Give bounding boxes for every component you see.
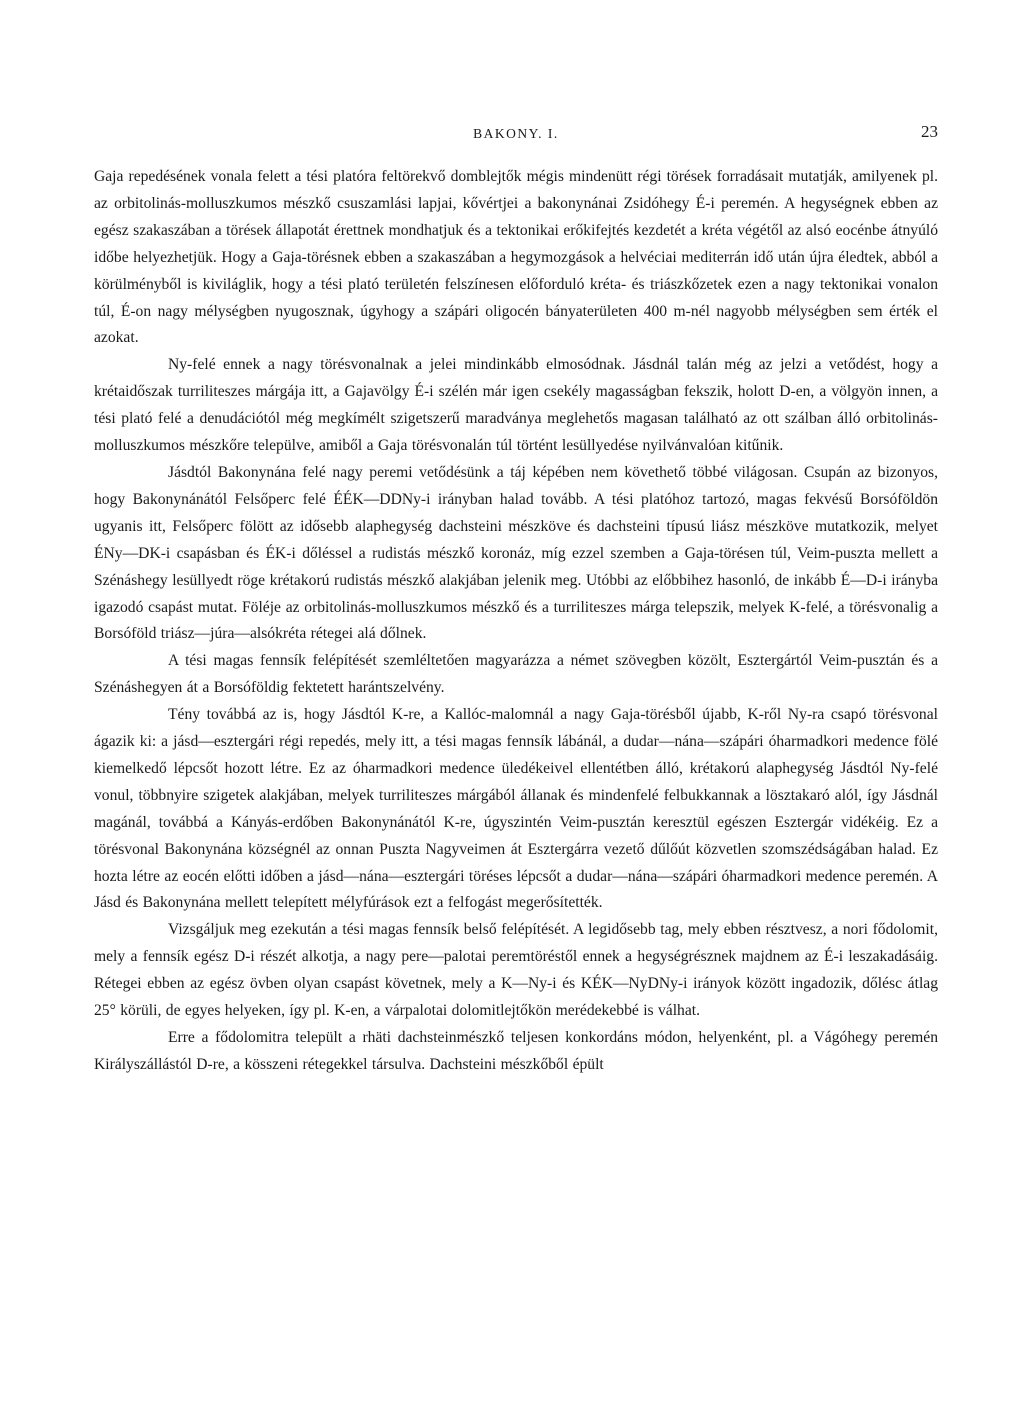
paragraph-5: Tény továbbá az is, hogy Jásdtól K-re, a Kallóc-malomnál a nagy Gaja-törésből újabb, K-ről Ny-ra csapó törésvonal ágazik ki: a jásd—esztergári régi repedés, mely itt, a tési magas fennsík lábánál, a dudar—nána—szápári óharmadkori medence fölé kiemelkedő lépcsőt hozott létre. Ez az óharmadkori medence üledékeivel ellentétben álló, krétakorú alaphegység Jásdtól Ny-felé vonul, többnyire szigetek alakjában, melyek turriliteszes márgából állanak és mindenfelé felbukkannak a lösztakaró alól, így Jásdnál magánál, továbbá a Kányás-erdőben Bakonynánától K-re, úgyszintén Veim-pusztán keresztül egészen Esztergár vidékéig. Ez a törésvonal Bakonynána községnél az onnan Puszta Nagyveimen át Esztergárra vezető dűlőút közvetlen szomszédságában halad. Ez hozta létre az eocén előtti időben a jásd—nána—esztergári töréses lépcsőt a dudar—nána—szápári óharmadkori medence peremén. A Jásd és Bakonynána mellett telepített mélyfúrások ezt a felfogást megerősítették.	[94, 706, 938, 912]
paragraph-4: A tési magas fennsík felépítését szemléltetően magyarázza a német szövegben közölt, Esztergártól Veim-pusztán és a Szénáshegyen át a Borsóföldig fektetett harántszelvény.	[94, 652, 938, 697]
paragraph-6: Vizsgáljuk meg ezekután a tési magas fennsík belső felépítését. A legidősebb tag, mely ebben résztvesz, a nori fődolomit, mely a fennsík egész D-i részét alkotja, a nagy pere—palotai peremtöréstől ennek a hegységrésznek majdnem az É-i leszakadásáig. Rétegei ebben az egész övben olyan csapást követnek, mely a K—Ny-i és KÉK—NyDNy-i irányok között ingadozik, dőlésc átlag 25° körüli, de egyes helyeken, így pl. K-en, a várpalotai dolomitlejtőkön merédekebbé is válhat.	[94, 921, 938, 1020]
paragraph-7: Erre a fődolomitra települt a rhäti dachsteinmészkő teljesen konkordáns módon, helyenként, pl. a Vágóhegy peremén Királyszállástól D-re, a kösszeni rétegekkel társulva. Dachsteini mészkőből épült	[94, 1029, 938, 1073]
paragraph-2: Ny-felé ennek a nagy törésvonalnak a jelei mindinkább elmosódnak. Jásdnál talán még az jelzi a vetődést, hogy a krétaidőszak turriliteszes márgája itt, a Gajavölgy É-i szélén már igen csekély magasságban fekszik, holott D-en, a völgyön innen, a tési plató felé a denudációtól még megkímélt szigetszerű maradványa meglehetős magasan található az ott szálban álló orbitolinás-molluszkumos mészkőre települve, amiből a Gaja törésvonalán túl történt lesüllyedése nyilvánvalóan kitűnik.	[94, 356, 938, 455]
paragraph-3: Jásdtól Bakonynána felé nagy peremi vetődésünk a táj képében nem követhető többé világosan. Csupán az bizonyos, hogy Bakonynánától Felsőperc felé ÉÉK—DDNy-i irányban halad tovább. A tési platóhoz tartozó, magas fekvésű Borsóföldön ugyanis itt, Felsőperc fölött az idősebb alaphegység dachsteini mészköve és dachsteini típusú liász mészköve mutatkozik, melyet ÉNy—DK-i csapásban és ÉK-i dőléssel a rudistás mészkő koronáz, míg ezzel szemben a Gaja-törésen túl, Veim-puszta mellett a Szénáshegy lesüllyedt röge krétakorú rudistás mészkő alakjában jelenik meg. Utóbbi az előbbihez hasonló, de inkább É—D-i irányba igazodó csapást mutat. Föléje az orbitolinás-molluszkumos mészkő és a turriliteszes márga telepszik, melyek K-felé, a törésvonalig a Borsóföld triász—júra—alsókréta rétegei alá dőlnek.	[94, 463, 938, 643]
running-title: BAKONY. I.	[473, 126, 559, 141]
book-page	[94, 122, 938, 1079]
body-text	[94, 164, 938, 1079]
paragraph-1: Gaja repedésének vonala felett a tési platóra feltörekvő domblejtők mégis mindenütt régi törések forradásait mutatják, amilyenek pl. az orbitolinás-molluszkumos mészkő csuszamlási lapjai, kővértjei a bakonynánai Zsidóhegy É-i peremén. A hegységnek ebben az egész szakaszában a törések állapotát érettnek mondhatjuk és a tektonikai erőkifejtés kezdetét a kréta végétől az alsó eocénbe átnyúló időbe helyezhetjük. Hogy a Gaja-törésnek ebben a szakaszában a hegymozgások a helvéciai mediterrán idő után újra éledtek, abból a körülményből is kiviláglik, hogy a tési plató területén felszínesen előforduló kréta- és triászkőzetek ezen a nagy tektonikai vonalon túl, É-on nagy mélységben nyugosznak, úgyhogy a szápári oligocén bányaterületen 400 m-nél nagyobb mélységben sem érték el azokat.	[94, 168, 938, 347]
page-number: 23	[921, 122, 938, 141]
page-header	[94, 122, 938, 152]
